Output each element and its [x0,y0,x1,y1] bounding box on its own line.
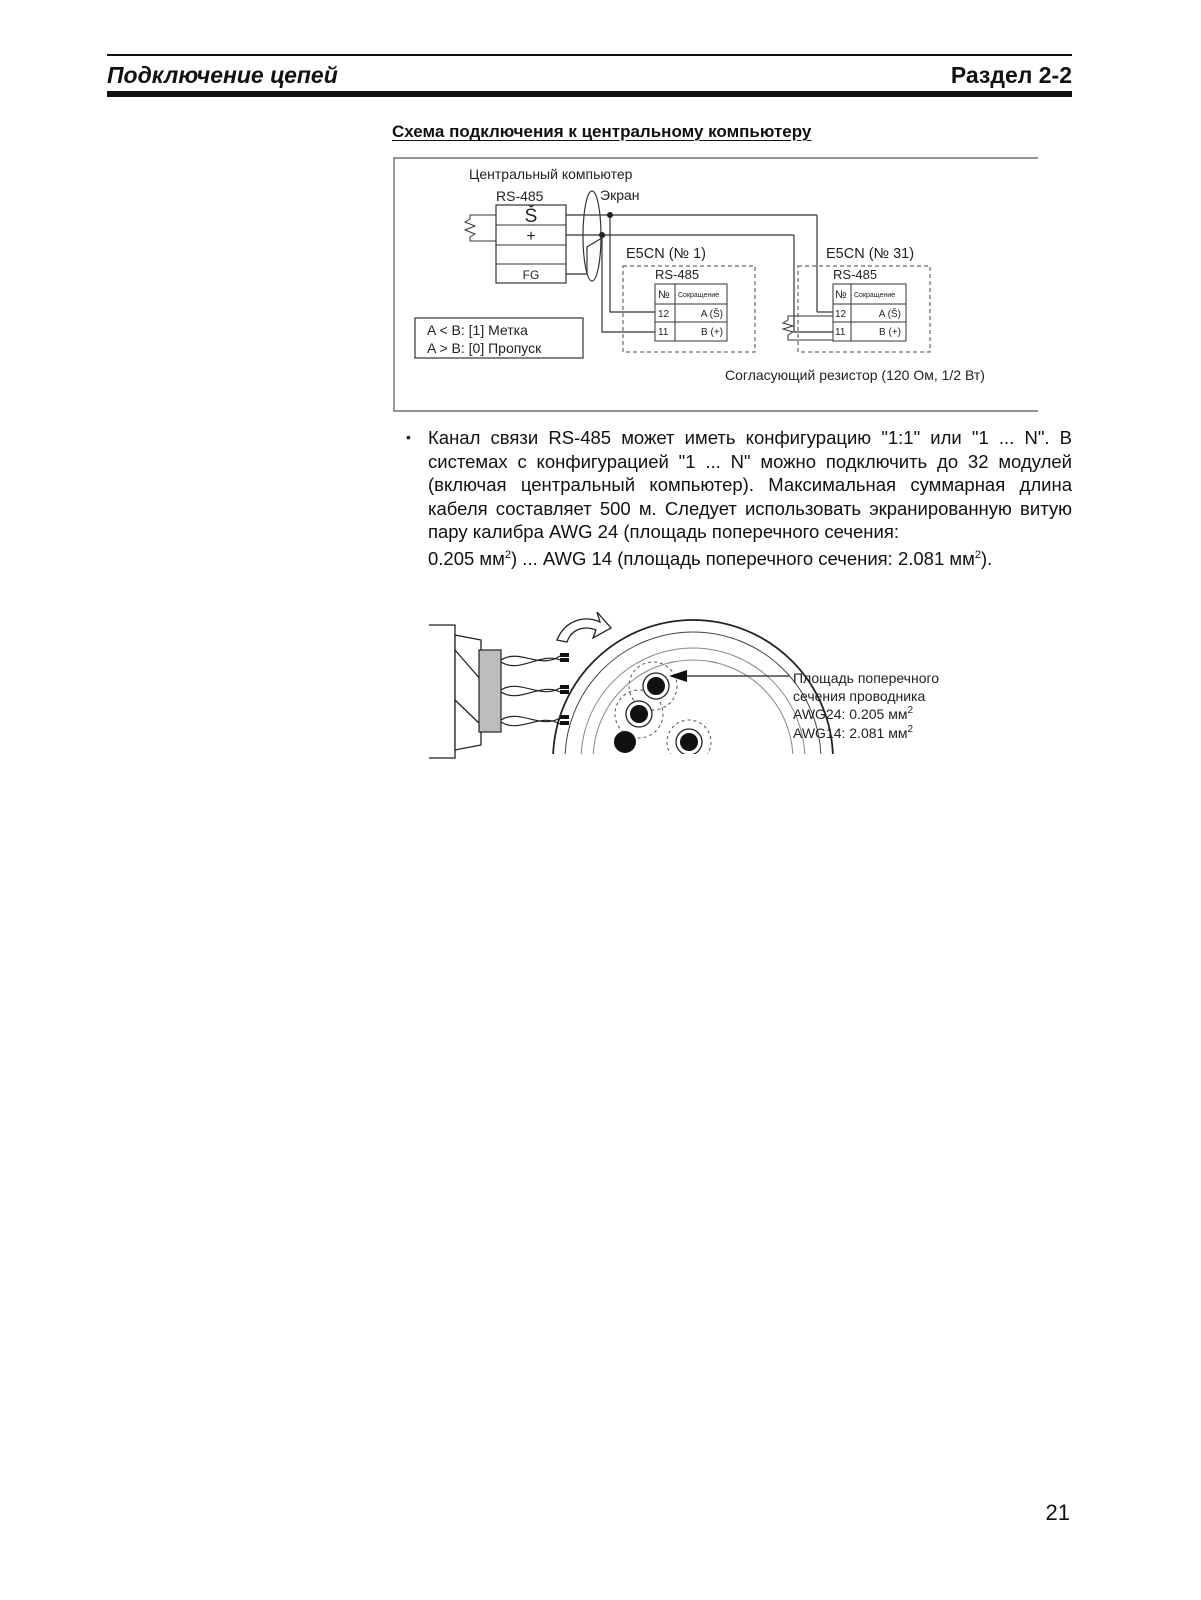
superscript: 2 [974,548,981,561]
unit-1-row-abbr: A (Š) [700,309,723,320]
cable-label-line-1: Площадь поперечного [793,670,940,686]
body-bullet-paragraph [406,426,1072,570]
terminating-resistor [783,316,833,340]
wiring-diagram [392,156,1042,416]
unit-31 [798,246,930,352]
unit-31-row-no: 11 [835,327,846,338]
cable-sheath [479,650,501,732]
connector-housing [429,625,481,758]
host-terminal-block [496,205,566,283]
host-terminal-fg: FG [522,268,540,282]
page-header [107,60,1072,92]
bullet-dot: • [406,429,411,445]
header-bottom-rule [107,91,1072,97]
unit-1-row-abbr: B (+) [701,327,723,338]
cable-awg24: AWG24: 0.205 $мм^2$ [793,705,914,722]
unit-1-title: E5CN (№ 1) [626,246,707,262]
host-terminal-plus: + [526,228,536,245]
host-label: Центральный компьютер [469,166,633,182]
unit-31-row-no: 12 [835,309,847,320]
unit-1 [623,246,755,352]
unit-31-rs485: RS-485 [833,267,878,282]
paragraph-part: ) ... AWG 14 (площадь поперечного сечения: 2.081 мм [511,547,975,569]
host-rs485-label: RS-485 [496,188,544,204]
superscript: 2 [504,548,511,561]
cross-section [553,620,833,760]
paragraph-part: ). [980,547,993,569]
unit-1-abbr-head: Сокращение [678,292,720,299]
paragraph-main: Канал связи RS-485 может иметь конфигурацию "1:1" или "1 ... N". В системах с конфигурацией "1 ... N" можно подключить до 32 модулей (включая центральный компьютер). Максимальная суммарная длина кабеля составляет 500 м. Следует использовать экранированную витую пару калибра AWG 24 (площадь поперечного сечения: [428,427,1072,542]
shield-ellipse [583,191,601,281]
curved-arrow-icon [557,612,611,642]
terminator-label: Согласующий резистор (120 Ом, 1/2 Вт) [725,367,985,383]
unit-31-row-abbr: A (Š) [878,309,901,320]
cable-illustration [425,600,985,760]
shield-label: Экран [600,187,640,203]
unit-31-row-abbr: B (+) [879,327,901,338]
host-terminal-minus: Š [524,206,538,227]
cable-awg14: AWG14: 2.081 $мм^2$ [793,724,914,741]
logic-line-2: A > B: [0] Пропуск [427,340,542,356]
wire-pairs [501,656,560,726]
unit-31-abbr-head: Сокращение [854,292,896,299]
paragraph-part: 0.205 мм [428,547,505,569]
page-number: 21 [1045,1500,1070,1525]
section-title: Схема подключения к центральному компьютеру [392,122,812,141]
header-top-rule [107,54,1072,56]
unit-1-row-no: 11 [658,327,669,338]
cable-label-line-2: сечения проводника [793,688,926,704]
unit-1-no-head: № [658,289,670,301]
unit-31-no-head: № [835,289,847,301]
unit-1-row-no: 12 [658,309,670,320]
paragraph [428,426,1072,570]
pointer-arrowhead [669,670,687,682]
unit-31-title: E5CN (№ 31) [826,246,915,262]
unit-1-rs485: RS-485 [655,267,700,282]
logic-line-1: A < B: [1] Метка [427,322,528,338]
section-number: Раздел 2-2 [950,62,1072,88]
chapter-title: Подключение цепей [107,62,338,88]
paragraph-last-line [428,544,1072,571]
host-resistor [465,215,496,241]
